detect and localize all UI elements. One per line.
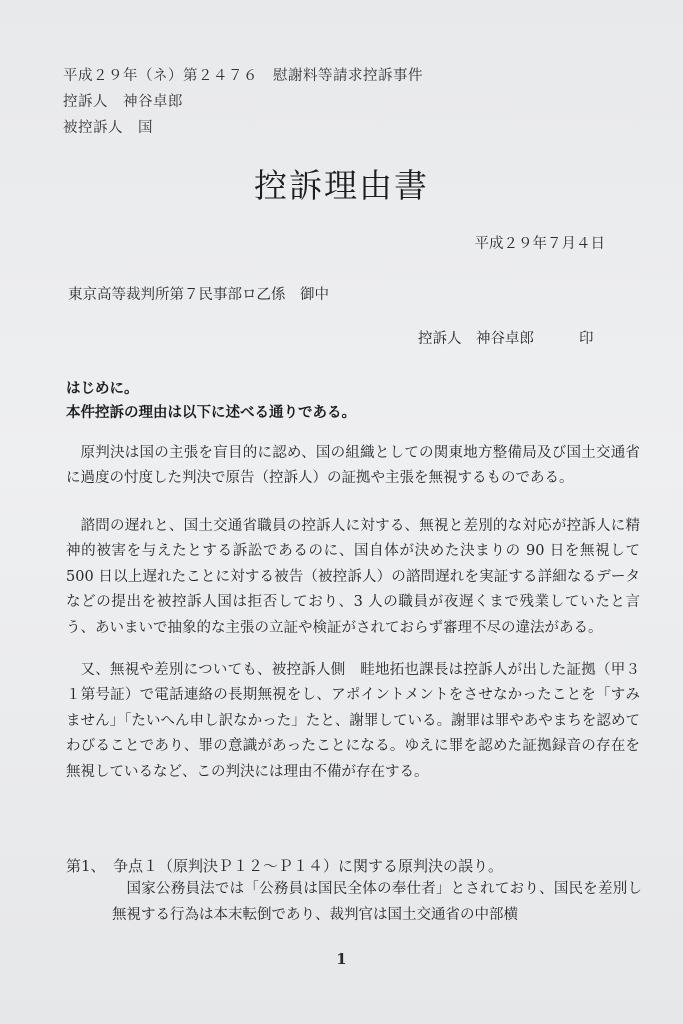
document-date: 平成２９年７月４日 xyxy=(474,236,605,252)
paragraph-2: 諮問の遅れと、国土交通省職員の控訴人に対する、無視と差別的な対応が控訴人に精神的被害を与えたとする訴訟であるのに、国自体が決めた決まりの 90 日を無視して 500 日以上遅れたことに対する被告（被控訴人）の諮問遅れを実証する詳細なるデータなどの提出を被控訴人国は拒否しており、3 人の職員が夜遅くまで残業していたと言う、あいまいで抽象的な主張の立証や検証がされておらず審理不尽の違法がある。 xyxy=(66,518,640,636)
section-1-heading: 第1、 争点１（原判決Ｐ１２～Ｐ１４）に関する原判決の誤り。 xyxy=(66,857,504,875)
intro-lead: 本件控訴の理由は以下に述べる通りである。 xyxy=(66,404,356,421)
document-title: 控訴理由書 xyxy=(254,166,429,205)
intro-heading: はじめに。 xyxy=(66,380,139,397)
appellee-line: 被控訴人 国 xyxy=(63,120,153,136)
addressee: 東京高等裁判所第７民事部ロ乙係 御中 xyxy=(68,287,329,303)
paragraph-1: 原判決は国の主張を盲目的に認め、国の組織としての関東地方整備局及び国土交通省に過度の忖度した判決で原告（控訴人）の証拠や主張を無視するものである。 xyxy=(66,445,640,487)
case-number: 平成２９年（ネ）第２４７６ 慰謝料等請求控訴事件 xyxy=(63,68,423,84)
page-number: 1 xyxy=(336,950,347,968)
paragraph-3: 又、無視や差別についても、被控訴人側 畦地拓也課長は控訴人が出した証拠（甲３１第号証）で電話連絡の長期無視をし、アポイントメントをさせなかったことを「すみません」「たいへん申し訳なかった」たと、謝罪している。謝罪は罪やあやまちを認めてわびることであり、罪の意識があったことになる。ゆえに罪を認めた証拠録音の存在を無視しているなど、この判決には理由不備が存在する。 xyxy=(66,662,640,780)
appellant-line: 控訴人 神谷卓郎 xyxy=(63,94,183,110)
seal-mark: 印 xyxy=(579,331,594,347)
signer: 控訴人 神谷卓郎 xyxy=(418,331,534,347)
section-1-body: 国家公務員法では「公務員は国民全体の奉仕者」とされており、国民を差別し無視する行為は本末転倒であり、裁判官は国土交通省の中部横 xyxy=(112,881,642,923)
